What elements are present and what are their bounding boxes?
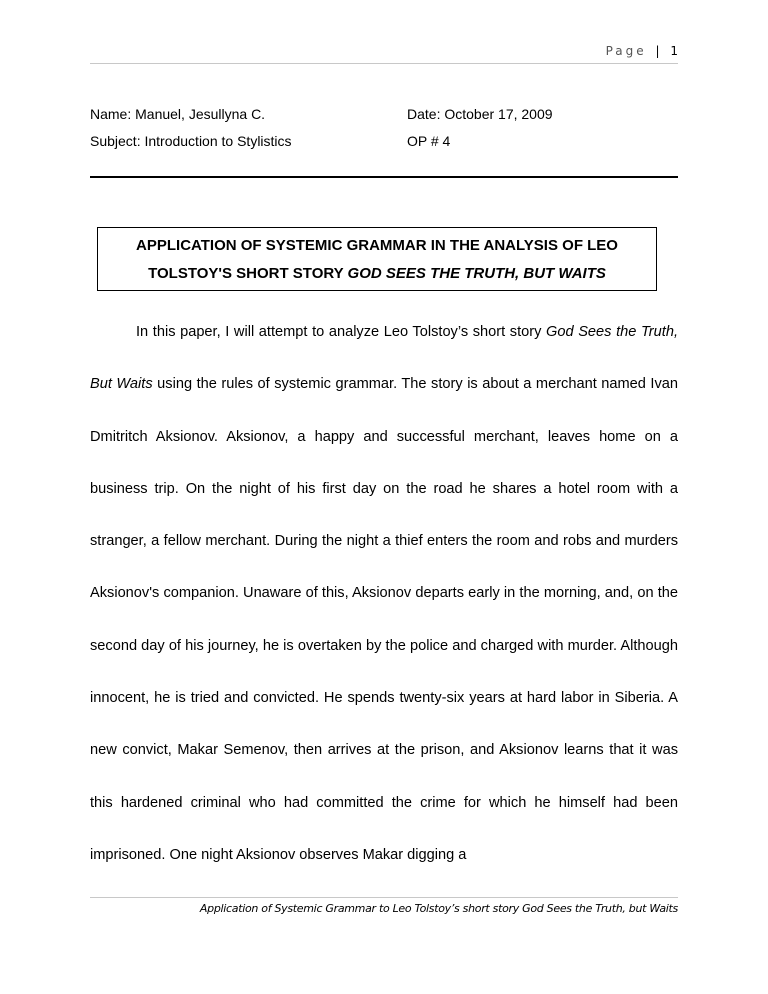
page-label: Page xyxy=(605,44,647,58)
paper-title xyxy=(97,227,657,291)
title-line-2-prefix: TOLSTOY'S SHORT STORY xyxy=(148,265,348,282)
body-story-title: God Sees the Truth, But Waits xyxy=(90,324,678,393)
body-text xyxy=(90,306,678,881)
body-paragraph xyxy=(90,306,678,881)
student-name: Name: Manuel, Jesullyna C. xyxy=(90,106,266,122)
title-line-2 xyxy=(98,260,656,288)
footer-divider xyxy=(90,897,678,898)
info-divider xyxy=(90,176,678,178)
page-number: 1 xyxy=(670,44,678,58)
title-line-1: APPLICATION OF SYSTEMIC GRAMMAR IN THE ANALYSIS OF LEO xyxy=(136,237,618,254)
page-separator: | xyxy=(655,44,660,58)
title-story-name: GOD SEES THE TRUTH, BUT WAITS xyxy=(347,265,606,282)
body-part-2: using the rules of systemic grammar. The story is about a merchant named Ivan Dmitritch Aksionov. Aksionov, a happy and successful merchant, leaves home on a business trip. On the night of his first day on the road he shares a hotel room with a stranger, a fellow merchant. During the night a thief enters the room and robs and murders Aksionov's companion. Unaware of this, Aksionov departs early in the morning, and, on the second day of his journey, he is overtaken by the police and charged with murder. Although innocent, he is tried and convicted. He spends twenty-six years at hard labor in Siberia. A new convict, Makar Semenov, then arrives at the prison, and Aksionov learns that it was this hardened criminal who had committed the crime for which he himself had been imprisoned. One night Aksionov observes Makar digging a xyxy=(90,376,679,863)
page-header xyxy=(90,44,678,58)
op-number: OP # 4 xyxy=(407,133,451,149)
body-part-1: In this paper, I will attempt to analyze Leo Tolstoy’s short story xyxy=(136,324,547,340)
date: Date: October 17, 2009 xyxy=(407,106,553,122)
subject: Subject: Introduction to Stylistics xyxy=(90,133,292,149)
page-footer: Application of Systemic Grammar to Leo Tolstoy’s short story God Sees the Truth, but Waits xyxy=(199,902,678,915)
header-divider xyxy=(90,63,678,64)
